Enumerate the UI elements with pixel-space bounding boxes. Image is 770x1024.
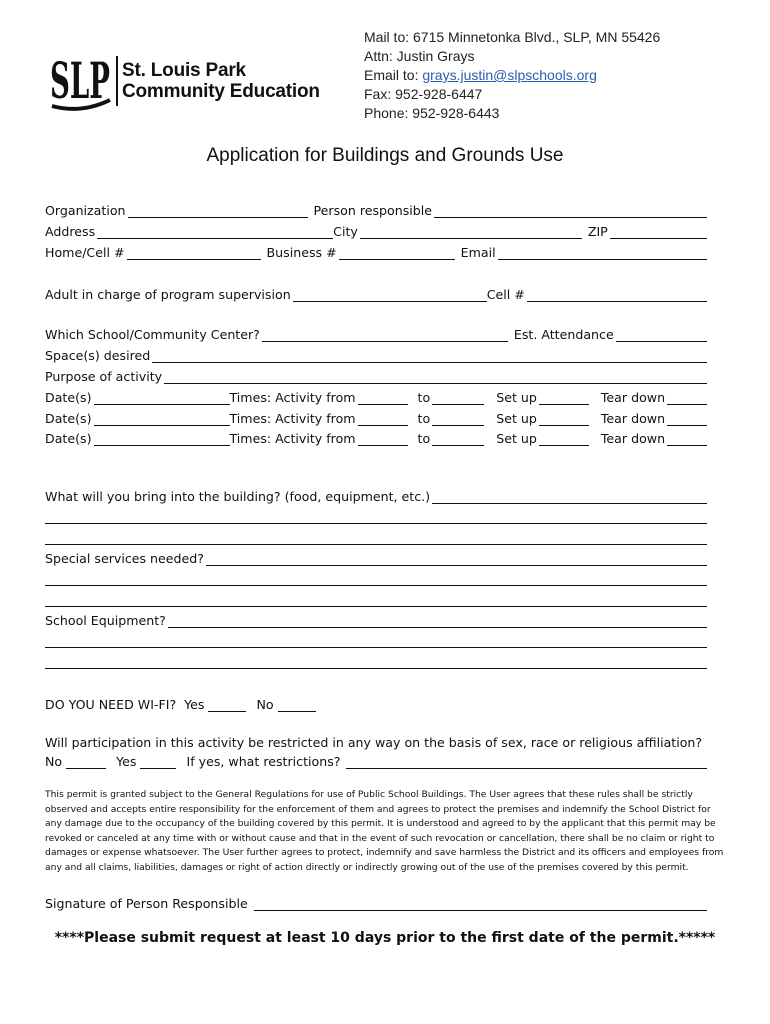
bring-field-line-3[interactable]	[45, 544, 707, 545]
row-dates-2	[45, 408, 707, 426]
signature-field[interactable]	[254, 897, 707, 911]
tear-down-field[interactable]	[667, 412, 707, 426]
row-purpose	[45, 366, 707, 384]
set-up-label: Set up	[496, 431, 537, 446]
time-from-field[interactable]	[358, 432, 408, 446]
to-label: to	[417, 411, 431, 426]
restricted-yes-field[interactable]	[140, 755, 176, 769]
row-signature	[45, 893, 707, 911]
logo-s: SLP	[50, 51, 110, 110]
wifi-no-label: No	[256, 697, 274, 712]
restricted-yes-label: Yes	[116, 754, 137, 769]
row-adult-in-charge	[45, 284, 707, 302]
time-from-field[interactable]	[358, 412, 408, 426]
signature-label: Signature of Person Responsible	[45, 896, 248, 911]
wifi-yes-field[interactable]	[208, 698, 246, 712]
phone-line: Phone: 952-928-6443	[364, 105, 500, 121]
wifi-yes-label: Yes	[184, 697, 205, 712]
home-cell-field[interactable]	[127, 246, 261, 260]
zip-label: ZIP	[587, 224, 608, 239]
person-responsible-label: Person responsible	[313, 203, 433, 218]
bring-field[interactable]	[432, 490, 707, 504]
set-up-field[interactable]	[539, 432, 589, 446]
row-special-services	[45, 548, 707, 566]
dates-label: Date(s)	[45, 411, 92, 426]
row-school	[45, 324, 707, 342]
bring-field-line-2[interactable]	[45, 523, 707, 524]
org-name-line2: Community Education	[122, 81, 320, 102]
date-field[interactable]	[94, 412, 230, 426]
set-up-field[interactable]	[539, 412, 589, 426]
spaces-desired-field[interactable]	[152, 349, 707, 363]
fax-line: Fax: 952-928-6447	[364, 86, 483, 102]
attn-line: Attn: Justin Grays	[364, 48, 475, 64]
to-label: to	[417, 431, 431, 446]
tear-down-field[interactable]	[667, 391, 707, 405]
restricted-question: Will participation in this activity be restricted in any way on the basis of sex, race or religious affiliation?	[45, 735, 703, 750]
restrictions-field[interactable]	[346, 755, 707, 769]
which-school-label: Which School/Community Center?	[45, 327, 260, 342]
school-equipment-line-2[interactable]	[45, 647, 707, 648]
special-services-line-2[interactable]	[45, 585, 707, 586]
school-equipment-label: School Equipment?	[45, 613, 166, 628]
row-restricted-question	[45, 732, 707, 750]
purpose-label: Purpose of activity	[45, 369, 163, 384]
date-field[interactable]	[94, 432, 230, 446]
row-spaces	[45, 345, 707, 363]
tear-down-label: Tear down	[600, 390, 666, 405]
time-to-field[interactable]	[432, 391, 484, 405]
set-up-field[interactable]	[539, 391, 589, 405]
row-restricted-answers	[45, 751, 707, 769]
address-field[interactable]	[97, 225, 333, 239]
to-label: to	[417, 390, 431, 405]
row-wifi	[45, 694, 707, 712]
bring-label: What will you bring into the building? (food, equipment, etc.)	[45, 489, 431, 504]
purpose-field[interactable]	[164, 370, 707, 384]
special-services-label: Special services needed?	[45, 551, 204, 566]
wifi-no-field[interactable]	[278, 698, 316, 712]
cell-field[interactable]	[527, 288, 707, 302]
school-equipment-line-3[interactable]	[45, 668, 707, 669]
restricted-no-label: No	[45, 754, 63, 769]
city-label: City	[333, 224, 358, 239]
organization-field[interactable]	[128, 204, 308, 218]
address-label: Address	[45, 224, 96, 239]
adult-in-charge-field[interactable]	[293, 288, 487, 302]
dates-label: Date(s)	[45, 390, 92, 405]
est-attendance-label: Est. Attendance	[513, 327, 614, 342]
est-attendance-field[interactable]	[616, 328, 707, 342]
time-to-field[interactable]	[432, 432, 484, 446]
spaces-desired-label: Space(s) desired	[45, 348, 151, 363]
zip-field[interactable]	[610, 225, 707, 239]
dates-label: Date(s)	[45, 431, 92, 446]
org-name-line1: St. Louis Park	[122, 60, 246, 81]
row-phones	[45, 242, 707, 260]
organization-label: Organization	[45, 203, 126, 218]
school-equipment-field[interactable]	[168, 614, 707, 628]
times-from-label: Times: Activity from	[229, 431, 356, 446]
restrictions-label: If yes, what restrictions?	[186, 754, 341, 769]
permit-terms: This permit is granted subject to the General Regulations for use of Public School Buildings. The User agrees that these rules shall be strictly observed and accepts entire responsibility for the enforcement of them and agrees to protect the premises and indemnify the School District for any damage due to the occupancy of the building covered by this permit. It is understood and agreed to by the applicant that this permit may be revoked or canceled at any time with or without cause and that in the event of such revocation or cancellation, there shall be no claim or right to damages or expense whatsoever. The User further agrees to protect, indemnify and save harmless the District and its officers and employees from any and all claims, liabilities, damages or right of action directly or indirectly growing out of the use of the premises covered by this permit.	[45, 789, 724, 873]
date-field[interactable]	[94, 391, 230, 405]
cell-label: Cell #	[486, 287, 525, 302]
tear-down-label: Tear down	[600, 411, 666, 426]
row-address	[45, 221, 707, 239]
person-responsible-field[interactable]	[434, 204, 707, 218]
tear-down-field[interactable]	[667, 432, 707, 446]
page-title: Application for Buildings and Grounds Use	[206, 145, 564, 166]
special-services-field[interactable]	[206, 552, 707, 566]
time-from-field[interactable]	[358, 391, 408, 405]
times-from-label: Times: Activity from	[229, 390, 356, 405]
row-bring	[45, 486, 707, 504]
set-up-label: Set up	[496, 390, 537, 405]
mail-address: Mail to: 6715 Minnetonka Blvd., SLP, MN 55426	[364, 29, 661, 45]
tear-down-label: Tear down	[600, 431, 666, 446]
set-up-label: Set up	[496, 411, 537, 426]
city-field[interactable]	[360, 225, 582, 239]
row-organization	[45, 200, 707, 218]
home-cell-label: Home/Cell #	[45, 245, 125, 260]
time-to-field[interactable]	[432, 412, 484, 426]
times-from-label: Times: Activity from	[229, 411, 356, 426]
submission-note: ****Please submit request at least 10 days prior to the first date of the permit.*****	[54, 930, 716, 946]
row-school-equipment	[45, 610, 707, 628]
business-field[interactable]	[339, 246, 455, 260]
email-link[interactable]: grays.justin@slpschools.org	[422, 67, 597, 83]
email-field[interactable]	[498, 246, 707, 260]
email-label: Email to:	[364, 67, 423, 83]
business-label: Business #	[266, 245, 337, 260]
row-dates-3	[45, 428, 707, 446]
special-services-line-3[interactable]	[45, 606, 707, 607]
which-school-field[interactable]	[262, 328, 508, 342]
restricted-no-field[interactable]	[66, 755, 106, 769]
row-dates-1	[45, 387, 707, 405]
wifi-label: DO YOU NEED WI-FI?	[45, 697, 177, 712]
email-field-label: Email	[460, 245, 496, 260]
adult-in-charge-label: Adult in charge of program supervision	[45, 287, 291, 302]
